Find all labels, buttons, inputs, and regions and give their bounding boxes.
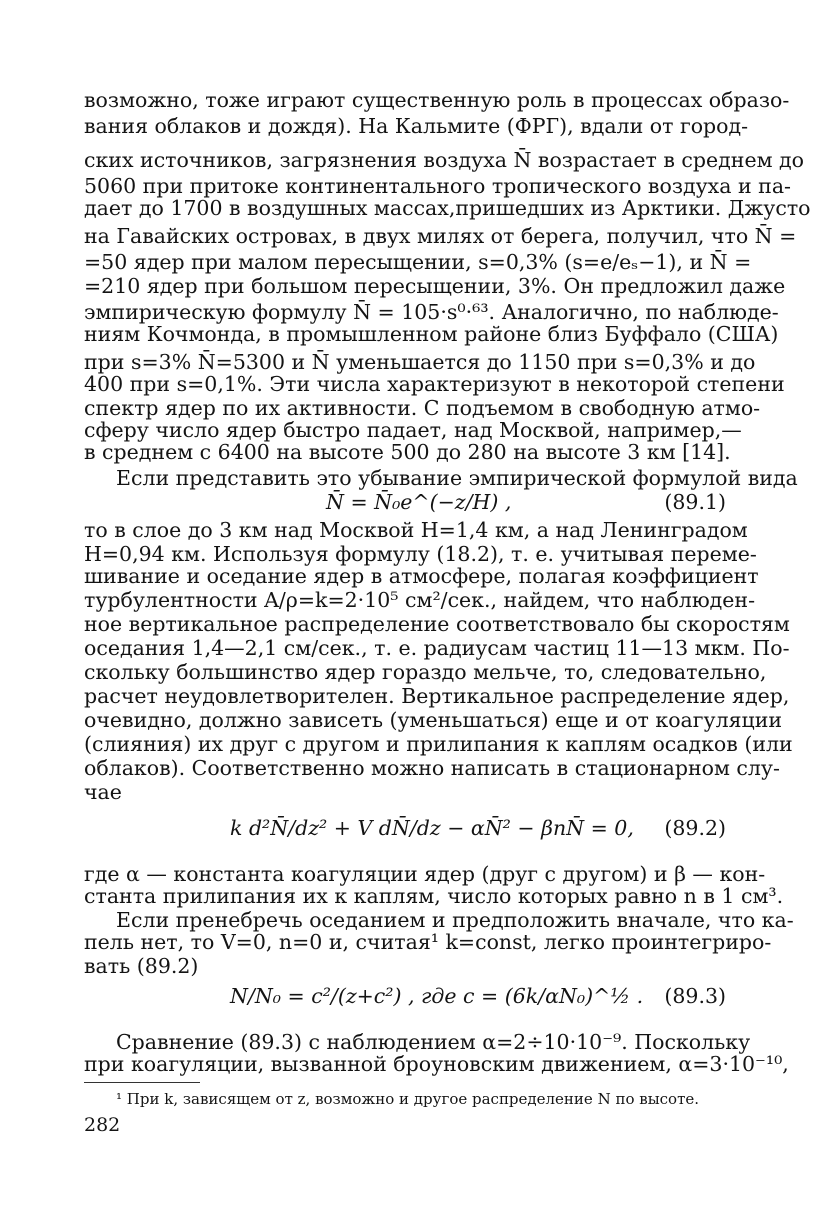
text-line: Если пренебречь оседанием и предположить вначале, что ка-	[116, 908, 794, 932]
text-line: =210 ядер при большом пересыщении, 3%. Он предложил даже	[84, 274, 786, 298]
text-line: где α — константа коагуляции ядер (друг с другом) и β — кон-	[84, 862, 766, 886]
equation-89-1: N̄ = N̄₀e^(−z/H) ,	[326, 490, 512, 514]
equation-89-2: k d²N̄/dz² + V dN̄/dz − αN̄² − βnN̄ = 0,	[230, 816, 634, 840]
text-line: Если представить это убывание эмпирической формулой вида	[116, 466, 798, 490]
text-line: ских источников, загрязнения воздуха N̄ возрастает в среднем до	[84, 148, 805, 172]
text-line: 400 при s=0,1%. Эти числа характеризуют в некоторой степени	[84, 372, 785, 396]
text-line: H=0,94 км. Используя формулу (18.2), т. е. учитывая переме-	[84, 542, 757, 566]
text-line: расчет неудовлетворителен. Вертикальное распределение ядер,	[84, 684, 790, 708]
text-line: вания облаков и дождя). На Кальмите (ФРГ), вдали от город-	[84, 114, 749, 138]
footnote: ¹ При k, зависящем от z, возможно и другое распределение N по высоте.	[116, 1090, 700, 1108]
text-line: вать (89.2)	[84, 954, 199, 978]
text-line: (слияния) их друг с другом и прилипания к каплям осадков (или	[84, 732, 793, 756]
text-line: дает до 1700 в воздушных массах,пришедших из Арктики. Джусто	[84, 196, 811, 220]
text-line: скольку большинство ядер гораздо мельче, то, следовательно,	[84, 660, 767, 684]
text-line: пель нет, то V=0, n=0 и, считая¹ k=const, легко проинтегриро-	[84, 930, 772, 954]
text-line: возможно, тоже играют существенную роль в процессах образо-	[84, 88, 790, 112]
text-line: ное вертикальное распределение соответствовало бы скоростям	[84, 612, 790, 636]
text-line: станта прилипания их к каплям, число которых равно n в 1 см³.	[84, 884, 784, 908]
equation-number: (89.3)	[664, 984, 726, 1008]
text-line: Сравнение (89.3) с наблюдением α=2÷10·10⁻⁹. Поскольку	[116, 1030, 751, 1054]
footnote-divider	[84, 1082, 200, 1083]
text-line: 5060 при притоке континентального тропического воздуха и па-	[84, 174, 791, 198]
text-line: ниям Кочмонда, в промышленном районе близ Буффало (США)	[84, 322, 779, 346]
text-line: сферу число ядер быстро падает, над Москвой, например,—	[84, 418, 742, 442]
text-line: при s=3% N̄=5300 и N̄ уменьшается до 1150 при s=0,3% и до	[84, 350, 756, 374]
text-line: =50 ядер при малом пересыщении, s=0,3% (s=e/eₛ−1), и N̄ =	[84, 250, 752, 274]
text-line: в среднем с 6400 на высоте 500 до 280 на высоте 3 км [14].	[84, 440, 731, 464]
equation-89-3: N/N₀ = c²/(z+c²) , где c = (6k/αN₀)^½ .	[230, 984, 644, 1008]
text-line: то в слое до 3 км над Москвой H=1,4 км, а над Ленинградом	[84, 518, 748, 542]
text-line: чае	[84, 780, 122, 804]
text-line: при коагуляции, вызванной броуновским движением, α=3·10⁻¹⁰,	[84, 1052, 789, 1076]
text-line: эмпирическую формулу N̄ = 105·s⁰·⁶³. Аналогично, по наблюде-	[84, 300, 779, 324]
text-line: оседания 1,4—2,1 см/сек., т. е. радиусам частиц 11—13 мкм. По-	[84, 636, 790, 660]
text-line: спектр ядер по их активности. С подъемом в свободную атмо-	[84, 396, 761, 420]
text-line: облаков). Соответственно можно написать в стационарном слу-	[84, 756, 780, 780]
text-line: шивание и оседание ядер в атмосфере, полагая коэффициент	[84, 564, 759, 588]
equation-number: (89.2)	[664, 816, 726, 840]
text-line: турбулентности A/ρ=k=2·10⁵ см²/сек., найдем, что наблюден-	[84, 588, 756, 612]
text-line: на Гавайских островах, в двух милях от берега, получил, что N̄ =	[84, 224, 797, 248]
page-number: 282	[84, 1114, 121, 1136]
text-line: очевидно, должно зависеть (уменьшаться) еще и от коагуляции	[84, 708, 783, 732]
equation-number: (89.1)	[664, 490, 726, 514]
